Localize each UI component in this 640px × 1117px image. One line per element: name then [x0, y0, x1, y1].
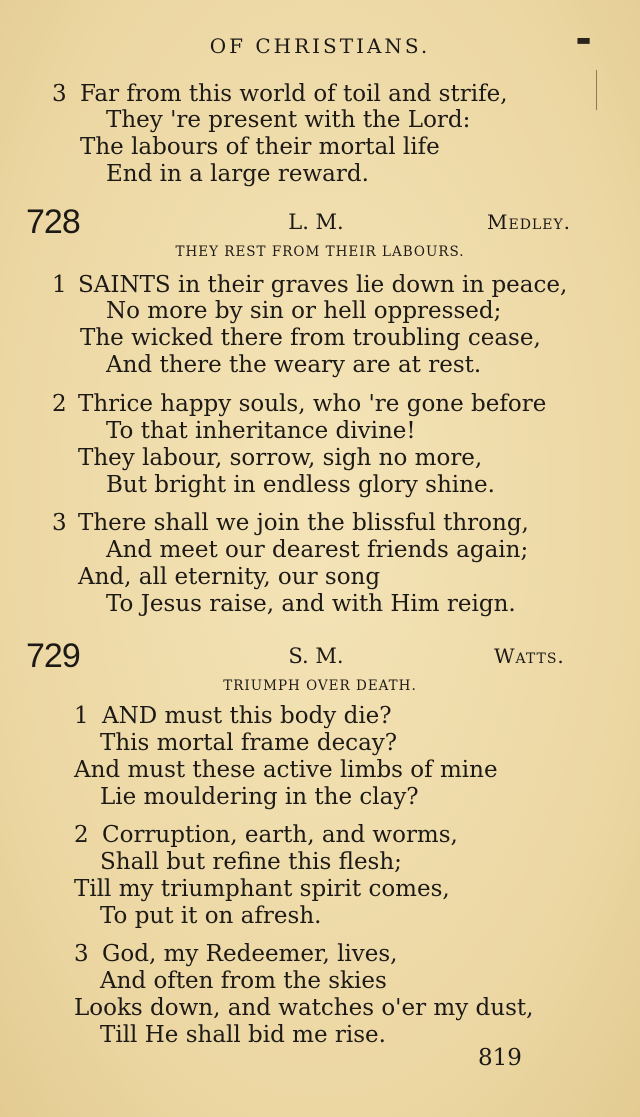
verse-line: God, my Redeemer, lives,: [102, 941, 398, 967]
hymn-author: Watts.: [494, 644, 565, 668]
stanza-number: 3: [74, 941, 89, 967]
verse-line: There shall we join the blissful throng,: [78, 510, 529, 536]
verse-line: Corruption, earth, and worms,: [102, 822, 458, 848]
verse-line: AND must this body die?: [102, 703, 392, 729]
verse-line: This mortal frame decay?: [100, 730, 398, 756]
verse-line: Thrice happy souls, who 're gone before: [78, 391, 547, 417]
verse-line: They 're present with the Lord:: [106, 107, 471, 133]
verse-line: And often from the skies: [100, 968, 387, 994]
verse-line: And must these active limbs of mine: [74, 757, 498, 783]
verse-line: But bright in endless glory shine.: [106, 472, 495, 498]
verse-line: Far from this world of toil and strife,: [80, 81, 508, 107]
running-head: OF CHRISTIANS.: [209, 34, 431, 58]
verse-line: The wicked there from troubling cease,: [80, 325, 541, 351]
verse-line: No more by sin or hell oppressed;: [106, 298, 502, 324]
verse-line: SAINTS in their graves lie down in peace,: [78, 272, 568, 298]
margin-rule: [596, 70, 597, 110]
hymn-meter: L. M.: [288, 210, 344, 234]
stanza-number: 3: [52, 510, 67, 536]
hymn-meter: S. M.: [288, 644, 344, 668]
hymn-subtitle: TRIUMPH OVER DEATH.: [223, 678, 417, 694]
hymn-subtitle: THEY REST FROM THEIR LABOURS.: [175, 244, 465, 260]
printer-mark: ▬: [576, 30, 592, 49]
hymn-author: Medley.: [487, 210, 572, 234]
verse-line: Lie mouldering in the clay?: [100, 784, 419, 810]
verse-line: To that inheritance divine!: [106, 418, 416, 444]
verse-line: To put it on afresh.: [100, 903, 322, 929]
verse-line: Looks down, and watches o'er my dust,: [74, 995, 534, 1021]
hymn-number: 729: [26, 637, 80, 675]
verse-line: And, all eternity, our song: [78, 564, 381, 590]
stanza-number: 2: [74, 822, 89, 848]
page-number: 819: [478, 1045, 522, 1071]
verse-line: End in a large reward.: [106, 161, 369, 187]
verse-line: The labours of their mortal life: [80, 134, 440, 160]
verse-line: And meet our dearest friends again;: [106, 537, 529, 563]
verse-line: And there the weary are at rest.: [106, 352, 482, 378]
verse-line: Till He shall bid me rise.: [100, 1022, 386, 1048]
stanza-number: 2: [52, 391, 67, 417]
stanza-number: 3: [52, 81, 67, 107]
verse-line: Shall but refine this flesh;: [100, 849, 402, 875]
stanza-number: 1: [52, 272, 67, 298]
verse-line: Till my triumphant spirit comes,: [74, 876, 450, 902]
stanza-number: 1: [74, 703, 89, 729]
hymn-number: 728: [26, 203, 80, 241]
verse-line: They labour, sorrow, sigh no more,: [78, 445, 483, 471]
verse-line: To Jesus raise, and with Him reign.: [106, 591, 516, 617]
